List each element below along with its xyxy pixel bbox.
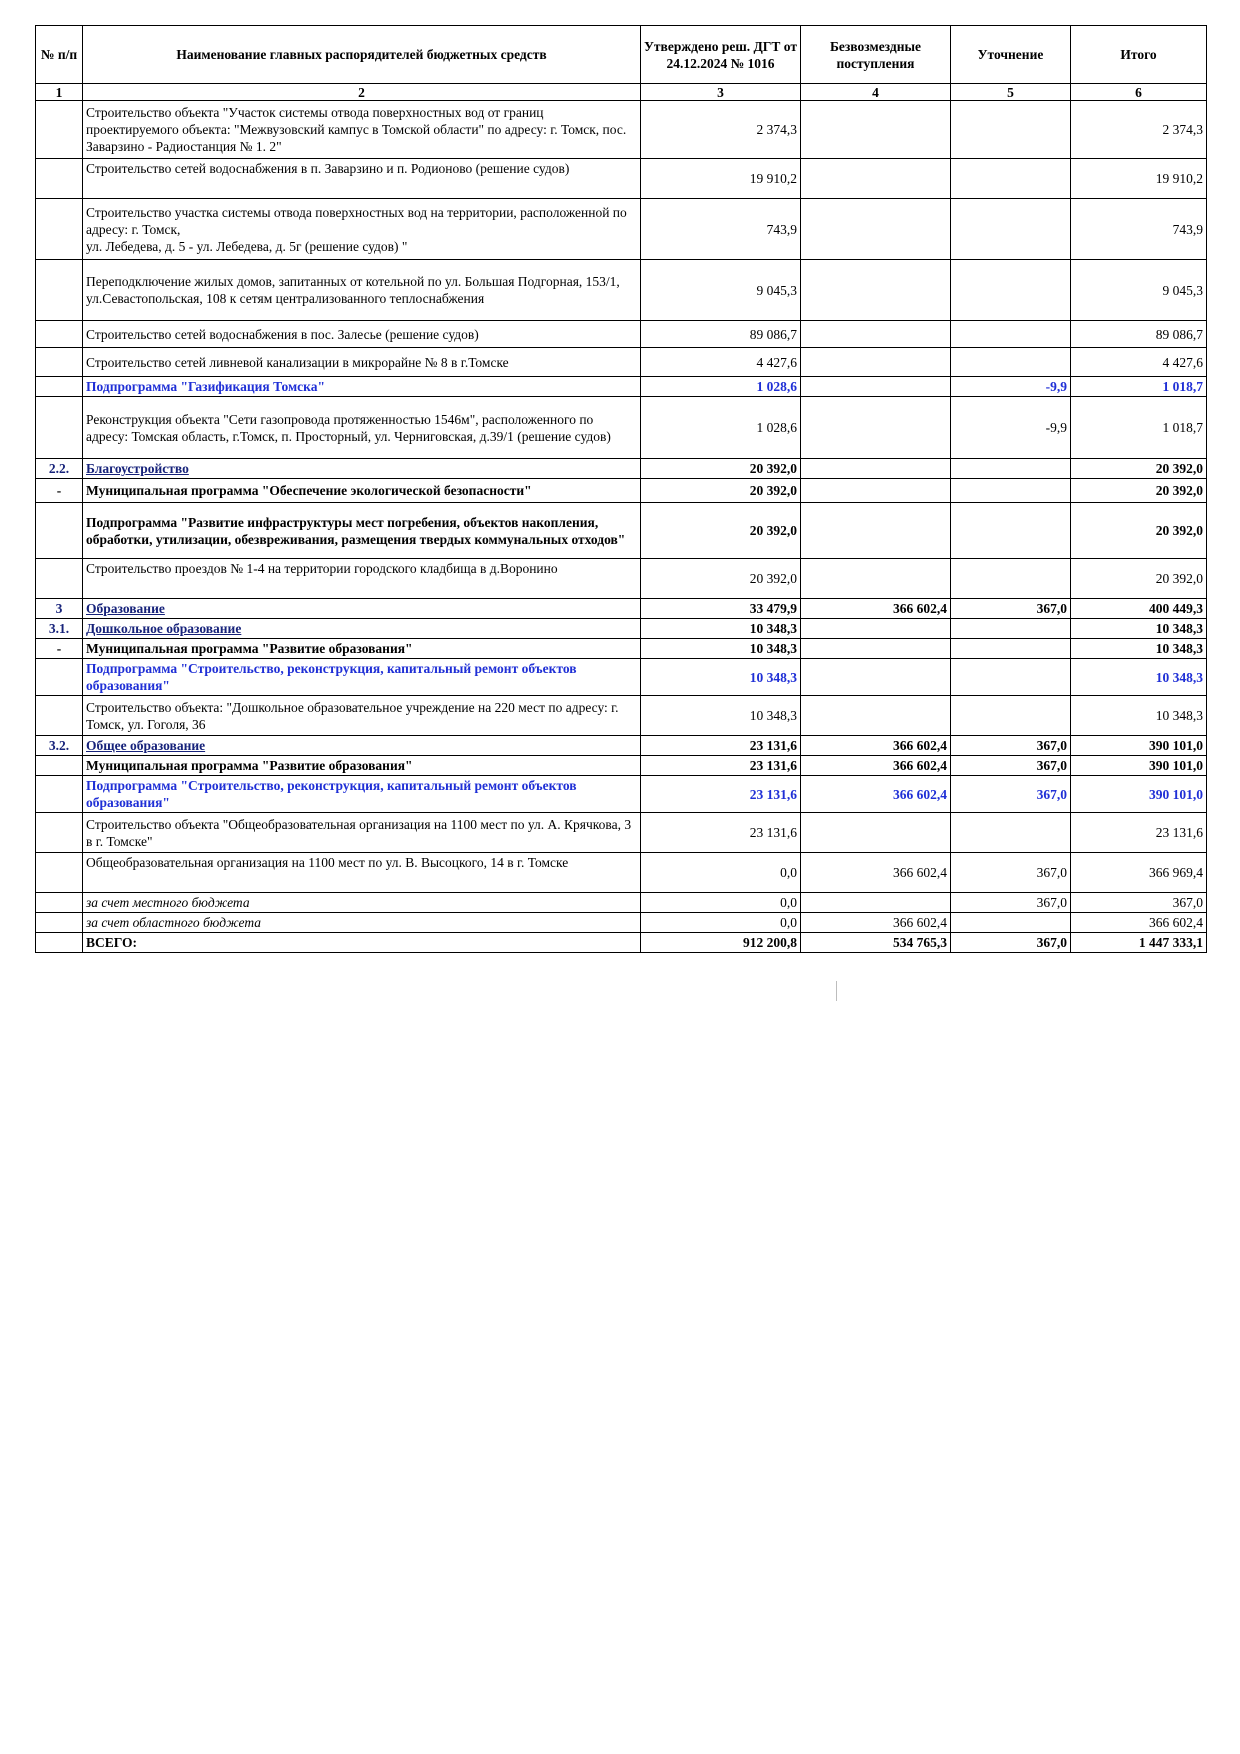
row-refinement-value: 367,0	[951, 736, 1071, 756]
row-name: за счет местного бюджета	[83, 893, 641, 913]
row-number	[36, 503, 83, 559]
row-approved-value: 89 086,7	[641, 321, 801, 348]
row-name: Строительство участка системы отвода поверхностных вод на территории, расположенной по адресу: г. Томск, ул. Лебедева, д. 5 - ул. Лебедева, д. 5г (решение судов) "	[83, 199, 641, 260]
header-name: Наименование главных распорядителей бюджетных средств	[83, 26, 641, 84]
header-total: Итого	[1071, 26, 1207, 84]
row-total-value: 20 392,0	[1071, 479, 1207, 503]
row-total-value: 23 131,6	[1071, 813, 1207, 853]
row-number	[36, 853, 83, 893]
row-total-value: 390 101,0	[1071, 776, 1207, 813]
row-refinement-value	[951, 159, 1071, 199]
row-name: Строительство проездов № 1-4 на территории городского кладбища в д.Воронино	[83, 559, 641, 599]
row-grants-value	[801, 348, 951, 377]
row-number: 3.1.	[36, 619, 83, 639]
row-approved-value: 23 131,6	[641, 813, 801, 853]
column-number-row	[36, 84, 1207, 101]
row-name: Строительство объекта "Участок системы отвода поверхностных вод от границ проектируемого объекта: "Межвузовский кампус в Томской области" по адресу: г. Томск, пос. Заварзино - Радиостанция № 1. 2"	[83, 101, 641, 159]
row-approved-value: 23 131,6	[641, 776, 801, 813]
row-approved-value: 2 374,3	[641, 101, 801, 159]
row-number	[36, 933, 83, 953]
table-row	[36, 659, 1207, 696]
row-grants-value: 366 602,4	[801, 913, 951, 933]
row-name: Муниципальная программа "Обеспечение экологической безопасности"	[83, 479, 641, 503]
row-refinement-value	[951, 459, 1071, 479]
row-total-value: 4 427,6	[1071, 348, 1207, 377]
column-number: 2	[83, 84, 641, 101]
row-approved-value: 20 392,0	[641, 503, 801, 559]
table-row	[36, 459, 1207, 479]
row-refinement-value: -9,9	[951, 397, 1071, 459]
row-refinement-value	[951, 321, 1071, 348]
row-grants-value	[801, 479, 951, 503]
row-refinement-value: 367,0	[951, 933, 1071, 953]
row-total-value: 1 018,7	[1071, 397, 1207, 459]
row-total-value: 2 374,3	[1071, 101, 1207, 159]
header-num: № п/п	[36, 26, 83, 84]
row-number	[36, 913, 83, 933]
row-name: Строительство сетей водоснабжения в п. Заварзино и п. Родионово (решение судов)	[83, 159, 641, 199]
row-approved-value: 9 045,3	[641, 260, 801, 321]
row-grants-value	[801, 639, 951, 659]
row-grants-value	[801, 659, 951, 696]
row-total-value: 9 045,3	[1071, 260, 1207, 321]
row-grants-value: 534 765,3	[801, 933, 951, 953]
row-refinement-value: 367,0	[951, 756, 1071, 776]
row-refinement-value	[951, 199, 1071, 260]
row-grants-value: 366 602,4	[801, 776, 951, 813]
budget-sheet	[35, 25, 1206, 953]
table-row	[36, 348, 1207, 377]
row-approved-value: 0,0	[641, 913, 801, 933]
row-approved-value: 743,9	[641, 199, 801, 260]
row-refinement-value	[951, 659, 1071, 696]
row-refinement-value	[951, 479, 1071, 503]
row-grants-value	[801, 397, 951, 459]
column-number: 6	[1071, 84, 1207, 101]
column-number: 1	[36, 84, 83, 101]
row-grants-value	[801, 101, 951, 159]
table-row	[36, 756, 1207, 776]
row-name: Общее образование	[83, 736, 641, 756]
table-row	[36, 736, 1207, 756]
row-refinement-value	[951, 619, 1071, 639]
row-grants-value	[801, 260, 951, 321]
row-total-value: 366 969,4	[1071, 853, 1207, 893]
row-approved-value: 33 479,9	[641, 599, 801, 619]
row-approved-value: 1 028,6	[641, 397, 801, 459]
row-name: Муниципальная программа "Развитие образования"	[83, 639, 641, 659]
table-row	[36, 397, 1207, 459]
row-refinement-value	[951, 696, 1071, 736]
row-refinement-value	[951, 260, 1071, 321]
row-total-value: 367,0	[1071, 893, 1207, 913]
table-row	[36, 260, 1207, 321]
budget-table	[35, 25, 1207, 953]
row-approved-value: 10 348,3	[641, 696, 801, 736]
row-name: Переподключение жилых домов, запитанных от котельной по ул. Большая Подгорная, 153/1, ул.Севастопольская, 108 к сетям централизованного теплоснабжения	[83, 260, 641, 321]
row-name: Строительство сетей ливневой канализации в микрорайне № 8 в г.Томске	[83, 348, 641, 377]
column-divider-stub	[836, 981, 837, 1001]
row-refinement-value: 367,0	[951, 893, 1071, 913]
header-refinement: Уточнение	[951, 26, 1071, 84]
table-header-row	[36, 26, 1207, 84]
table-row	[36, 913, 1207, 933]
row-refinement-value	[951, 348, 1071, 377]
row-grants-value	[801, 159, 951, 199]
row-number	[36, 101, 83, 159]
table-row	[36, 101, 1207, 159]
row-total-value: 390 101,0	[1071, 756, 1207, 776]
table-row	[36, 853, 1207, 893]
table-row	[36, 559, 1207, 599]
row-number: 3	[36, 599, 83, 619]
row-grants-value	[801, 619, 951, 639]
table-row	[36, 599, 1207, 619]
header-grants: Безвозмездные поступления	[801, 26, 951, 84]
row-total-value: 390 101,0	[1071, 736, 1207, 756]
row-grants-value	[801, 199, 951, 260]
row-refinement-value	[951, 639, 1071, 659]
row-refinement-value	[951, 913, 1071, 933]
table-row	[36, 776, 1207, 813]
row-number	[36, 321, 83, 348]
table-row	[36, 639, 1207, 659]
row-approved-value: 1 028,6	[641, 377, 801, 397]
row-number	[36, 659, 83, 696]
row-number	[36, 260, 83, 321]
row-total-value: 10 348,3	[1071, 619, 1207, 639]
row-number: 2.2.	[36, 459, 83, 479]
row-total-value: 1 018,7	[1071, 377, 1207, 397]
row-number	[36, 776, 83, 813]
row-name: Муниципальная программа "Развитие образования"	[83, 756, 641, 776]
table-row	[36, 813, 1207, 853]
row-approved-value: 912 200,8	[641, 933, 801, 953]
table-row	[36, 933, 1207, 953]
row-approved-value: 20 392,0	[641, 459, 801, 479]
row-approved-value: 10 348,3	[641, 639, 801, 659]
table-row	[36, 696, 1207, 736]
row-name: Подпрограмма "Газификация Томска"	[83, 377, 641, 397]
row-total-value: 10 348,3	[1071, 659, 1207, 696]
row-refinement-value	[951, 813, 1071, 853]
row-grants-value	[801, 321, 951, 348]
row-total-value: 743,9	[1071, 199, 1207, 260]
row-name: Подпрограмма "Строительство, реконструкция, капитальный ремонт объектов образования"	[83, 776, 641, 813]
row-approved-value: 0,0	[641, 853, 801, 893]
row-total-value: 20 392,0	[1071, 503, 1207, 559]
table-row	[36, 893, 1207, 913]
row-name: Реконструкция объекта "Сети газопровода протяженностью 1546м", расположенного по адресу: Томская область, г.Томск, п. Просторный, ул. Черниговская, д.39/1 (решение судов)	[83, 397, 641, 459]
row-refinement-value	[951, 101, 1071, 159]
row-name: Дошкольное образование	[83, 619, 641, 639]
row-number	[36, 756, 83, 776]
table-row	[36, 199, 1207, 260]
row-name: Подпрограмма "Строительство, реконструкция, капитальный ремонт объектов образования"	[83, 659, 641, 696]
row-refinement-value: 367,0	[951, 776, 1071, 813]
row-number	[36, 199, 83, 260]
row-grants-value	[801, 813, 951, 853]
row-number	[36, 159, 83, 199]
header-approved: Утверждено реш. ДГТ от 24.12.2024 № 1016	[641, 26, 801, 84]
row-number	[36, 559, 83, 599]
row-grants-value	[801, 459, 951, 479]
row-grants-value	[801, 377, 951, 397]
row-number	[36, 377, 83, 397]
row-name: Подпрограмма "Развитие инфраструктуры мест погребения, объектов накопления, обработки, утилизации, обезвреживания, размещения твердых коммунальных отходов"	[83, 503, 641, 559]
column-number: 5	[951, 84, 1071, 101]
table-row	[36, 479, 1207, 503]
row-name: ВСЕГО:	[83, 933, 641, 953]
row-approved-value: 10 348,3	[641, 619, 801, 639]
table-row	[36, 619, 1207, 639]
row-total-value: 1 447 333,1	[1071, 933, 1207, 953]
row-refinement-value: 367,0	[951, 599, 1071, 619]
row-approved-value: 0,0	[641, 893, 801, 913]
row-approved-value: 20 392,0	[641, 479, 801, 503]
row-total-value: 400 449,3	[1071, 599, 1207, 619]
row-grants-value	[801, 503, 951, 559]
row-number	[36, 397, 83, 459]
table-row	[36, 159, 1207, 199]
row-total-value: 366 602,4	[1071, 913, 1207, 933]
row-name: за счет областного бюджета	[83, 913, 641, 933]
table-row	[36, 377, 1207, 397]
row-number	[36, 348, 83, 377]
row-refinement-value: -9,9	[951, 377, 1071, 397]
row-name: Образование	[83, 599, 641, 619]
table-row	[36, 503, 1207, 559]
row-total-value: 89 086,7	[1071, 321, 1207, 348]
table-row	[36, 321, 1207, 348]
row-name: Строительство объекта "Общеобразовательная организация на 1100 мест по ул. А. Крячкова, 3 в г. Томске"	[83, 813, 641, 853]
column-number: 4	[801, 84, 951, 101]
row-name: Благоустройство	[83, 459, 641, 479]
row-total-value: 10 348,3	[1071, 696, 1207, 736]
row-grants-value	[801, 559, 951, 599]
row-total-value: 10 348,3	[1071, 639, 1207, 659]
row-approved-value: 19 910,2	[641, 159, 801, 199]
row-name: Общеобразовательная организация на 1100 мест по ул. В. Высоцкого, 14 в г. Томске	[83, 853, 641, 893]
row-approved-value: 10 348,3	[641, 659, 801, 696]
row-number	[36, 893, 83, 913]
row-grants-value	[801, 696, 951, 736]
row-refinement-value	[951, 559, 1071, 599]
row-grants-value: 366 602,4	[801, 756, 951, 776]
row-approved-value: 4 427,6	[641, 348, 801, 377]
row-number	[36, 813, 83, 853]
row-grants-value: 366 602,4	[801, 853, 951, 893]
row-total-value: 20 392,0	[1071, 559, 1207, 599]
row-number	[36, 696, 83, 736]
row-number: -	[36, 479, 83, 503]
row-grants-value: 366 602,4	[801, 736, 951, 756]
row-refinement-value: 367,0	[951, 853, 1071, 893]
row-grants-value	[801, 893, 951, 913]
row-number: -	[36, 639, 83, 659]
row-approved-value: 23 131,6	[641, 756, 801, 776]
row-approved-value: 23 131,6	[641, 736, 801, 756]
row-grants-value: 366 602,4	[801, 599, 951, 619]
row-total-value: 20 392,0	[1071, 459, 1207, 479]
row-total-value: 19 910,2	[1071, 159, 1207, 199]
row-name: Строительство сетей водоснабжения в пос. Залесье (решение судов)	[83, 321, 641, 348]
row-number: 3.2.	[36, 736, 83, 756]
row-name: Строительство объекта: "Дошкольное образовательное учреждение на 220 мест по адресу: г. Томск, ул. Гоголя, 36	[83, 696, 641, 736]
row-refinement-value	[951, 503, 1071, 559]
column-number: 3	[641, 84, 801, 101]
row-approved-value: 20 392,0	[641, 559, 801, 599]
